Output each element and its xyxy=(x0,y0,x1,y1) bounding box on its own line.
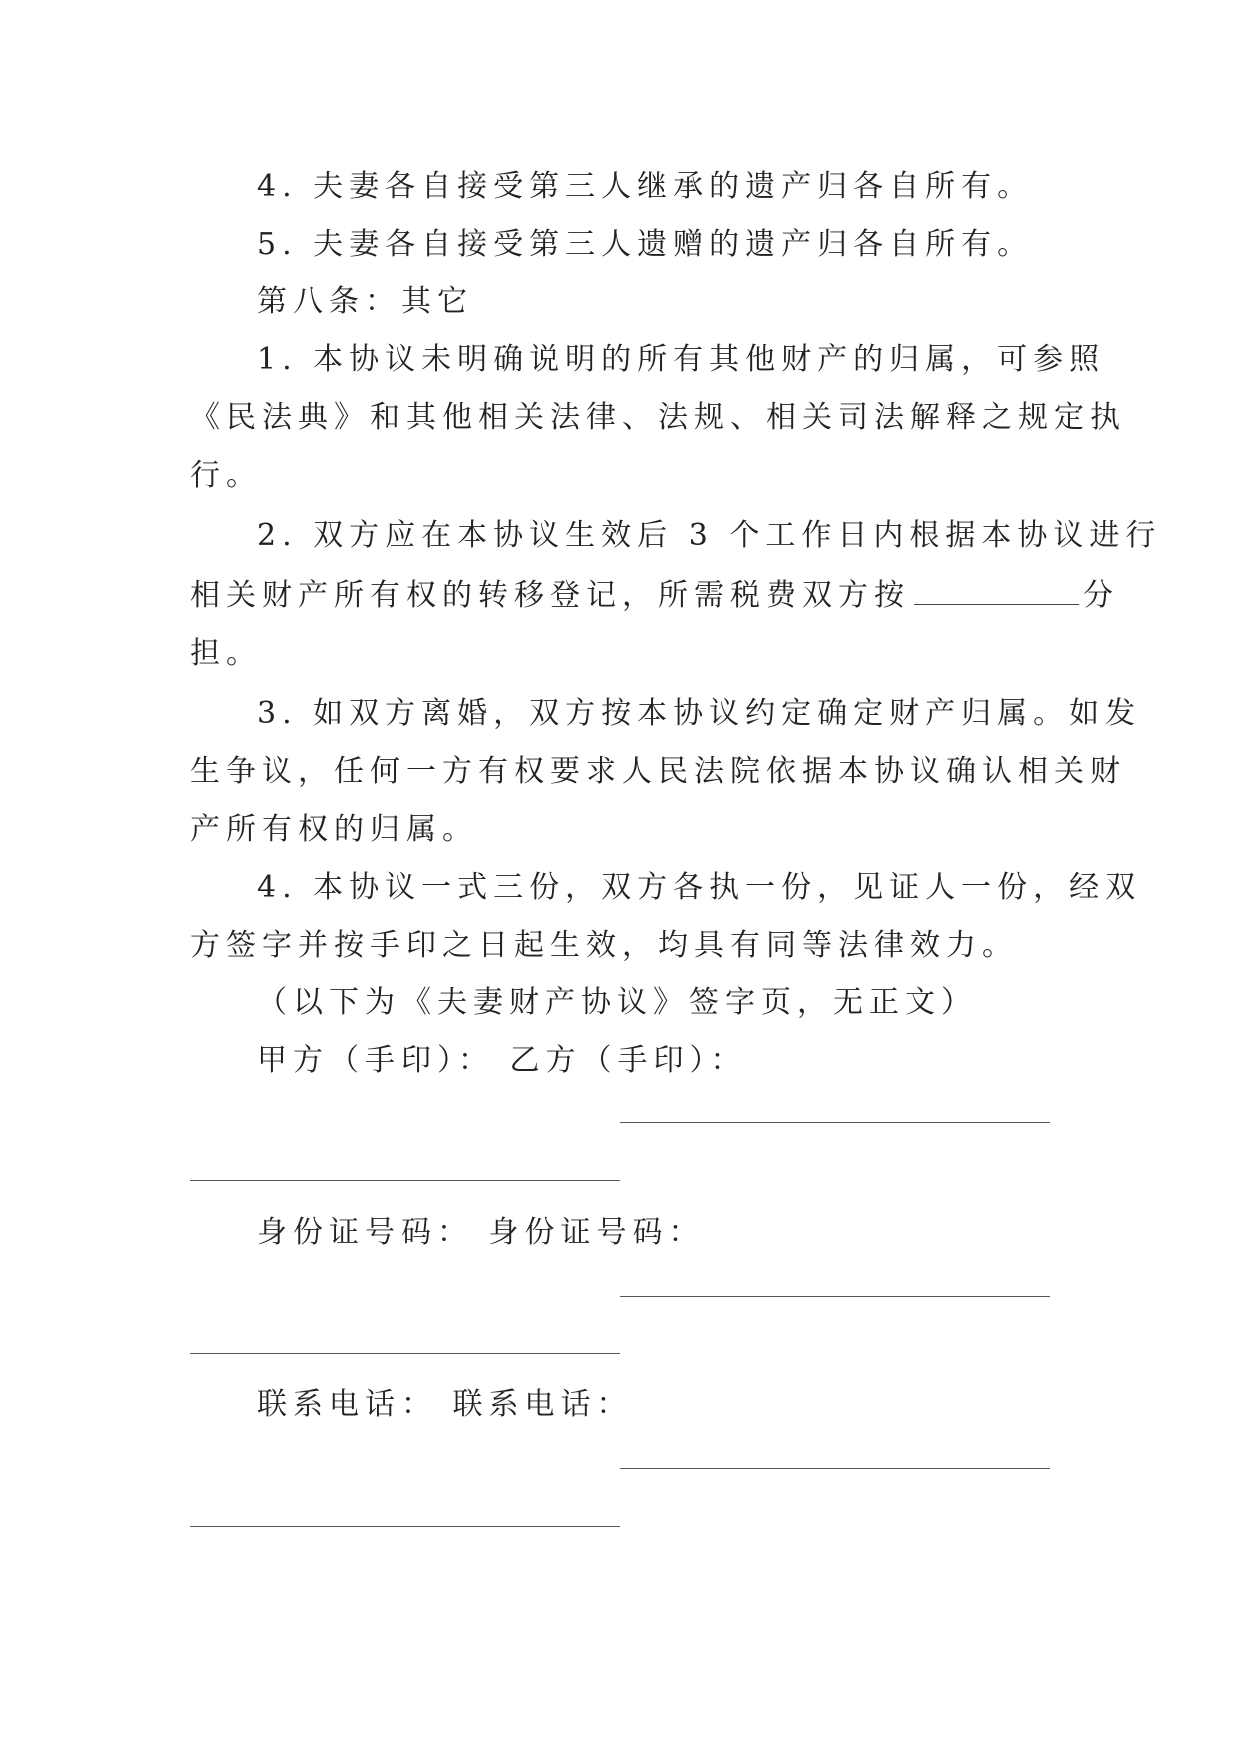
article-8-item-2-line-3: 担。 xyxy=(190,636,262,671)
phone-labels: 联系电话： 联系电话： xyxy=(257,1387,633,1422)
id-number-labels: 身份证号码： 身份证号码： xyxy=(257,1215,705,1250)
article-8-item-4-line-1: 4. 本协议一式三份，双方各执一份，见证人一份，经双 xyxy=(257,870,1142,905)
clause-7-item-4: 4. 夫妻各自接受第三人继承的遗产归各自所有。 xyxy=(257,169,1034,204)
article-8-item-2-line-1: 2. 双方应在本协议生效后 3 个工作日内根据本协议进行 xyxy=(257,518,1162,553)
party-a-phone-line xyxy=(190,1526,620,1527)
article-8-item-3-line-2: 生争议，任何一方有权要求人民法院依据本协议确认相关财 xyxy=(190,754,1126,789)
article-8-item-1-line-3: 行。 xyxy=(190,458,262,493)
article-8-item-4-line-2: 方签字并按手印之日起生效，均具有同等法律效力。 xyxy=(190,928,1018,963)
article-8-item-1-line-1: 1. 本协议未明确说明的所有其他财产的归属，可参照 xyxy=(257,342,1106,377)
signature-page-note: （以下为《夫妻财产协议》签字页，无正文） xyxy=(257,985,977,1020)
party-signature-labels: 甲方（手印）： 乙方（手印）： xyxy=(257,1043,747,1078)
article-8-item-1-line-2: 《民法典》和其他相关法律、法规、相关司法解释之规定执 xyxy=(190,400,1126,435)
article-8-item-2-line-2 xyxy=(190,576,1119,616)
party-b-id-line xyxy=(620,1296,1050,1297)
article-8-heading: 第八条：其它 xyxy=(257,284,473,319)
article-8-item-2-text: 相关财产所有权的转移登记，所需税费双方按 xyxy=(190,578,910,613)
tax-share-blank xyxy=(914,580,1079,605)
article-8-item-3-line-3: 产所有权的归属。 xyxy=(190,812,478,847)
party-b-phone-line xyxy=(620,1468,1050,1469)
party-b-signature-line xyxy=(620,1122,1050,1123)
party-a-id-line xyxy=(190,1353,620,1354)
party-a-signature-line xyxy=(190,1180,620,1181)
article-8-item-2-suffix: 分 xyxy=(1083,578,1119,613)
article-8-item-3-line-1: 3. 如双方离婚，双方按本协议约定确定财产归属。如发 xyxy=(257,696,1142,731)
clause-7-item-5: 5. 夫妻各自接受第三人遗赠的遗产归各自所有。 xyxy=(257,227,1034,262)
